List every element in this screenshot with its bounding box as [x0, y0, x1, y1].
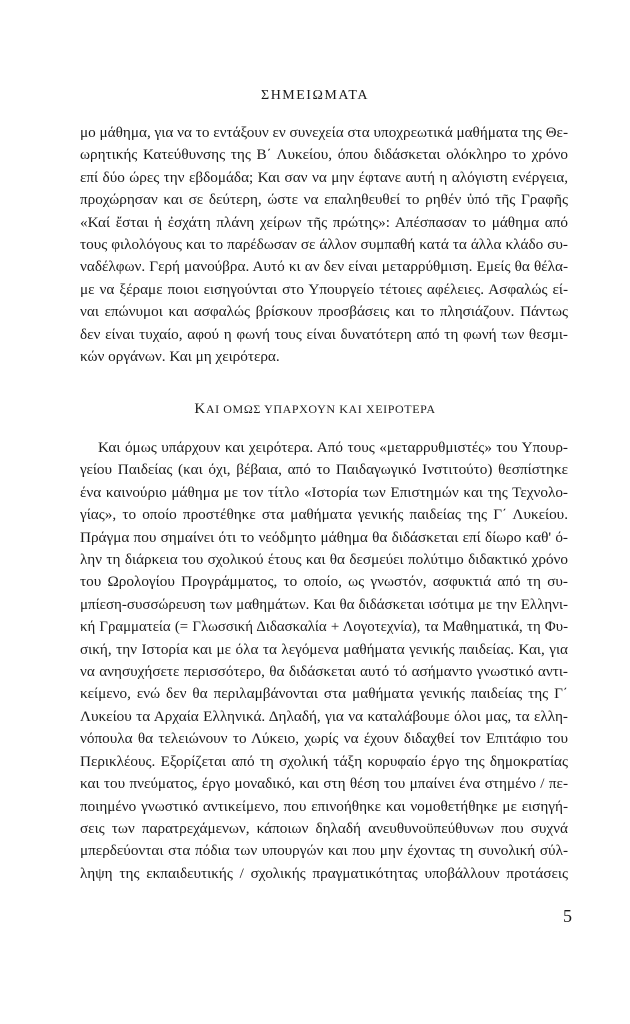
text-line: ωρητικής Κατεύθυνσης της Β΄ Λυκείου, όπου διδάσκεται ολόκληρο το χρόνο: [80, 146, 568, 164]
text-line: ναδέλφων. Γερή μανούβρα. Αυτό κι αν δεν είναι μεταρρύθμιση. Εμείς θα θέλα-: [80, 258, 568, 276]
text-line: γείου Παιδείας (και όχι, βέβαια, από το Παιδαγωγικό Ινστιτούτο) θεσπίστηκε: [80, 461, 568, 479]
text-line: Και όμως υπάρχουν και χειρότερα. Από τους «μεταρρυθμιστές» του Υπουρ-: [98, 439, 568, 456]
text-line: με να ξέραμε ποιοι εισηγούνται στο Υπουργείο τέτοιες αφέλειες. Ασφαλώς εί-: [80, 280, 568, 298]
section-heading-text: ΑΙ ΟΜΩΣ ΥΠΑΡΧΟΥΝ ΚΑΙ ΧΕΙΡΟΤΕΡΑ: [205, 402, 436, 416]
text-line: μο μάθημα, για να το εντάξουν εν συνεχεία στα υποχρεωτικά μαθήματα της Θε-: [80, 124, 568, 141]
text-line: προχώρησαν και σε δεύτερη, ώστε να επαληθευθεί το ρηθέν ὑπό τῆς Γραφῆς: [80, 191, 568, 209]
paragraph-continued: [80, 122, 568, 368]
text-line: ποιημένο γνωστικό αντικείμενο, που επινοήθηκε και νομοθετήθηκε με εισηγή-: [80, 797, 568, 815]
text-line: μπερδεύονται στα πόδια των υπουργών και που μην έχοντας τη συνολική σύλ-: [80, 842, 568, 860]
text-line: να ανησυχήσετε περισσότερο, θα διδάσκεται αυτό τό ασήμαντο γνωστικό αντι-: [80, 663, 568, 681]
text-line: λην τη διάρκεια του σχολικού έτους και θα δεσμεύει πολύτιμο διδακτικό χρόνο: [80, 551, 568, 569]
text-line: ληψη της εκπαιδευτικής / σχολικής πραγματικότητας υποβάλλουν προτάσεις: [80, 864, 568, 882]
section-heading-initial: Κ: [194, 401, 206, 417]
text-line: κή Γραμματεία (= Γλωσσική Διδασκαλία + Λογοτεχνία), τα Μαθηματικά, τη Φυ-: [80, 619, 568, 636]
text-line: Περικλέους. Εξορίζεται από τη σχολική τάξη κορυφαίο έργο της δημοκρατίας: [80, 752, 568, 770]
page-number: 5: [563, 906, 572, 926]
text-line: γίας», το οποίο προστέθηκε στα μαθήματα γενικής παιδείας της Γ΄ Λυκείου.: [80, 506, 568, 524]
text-line: δεν είναι τυχαίο, αφού η φωνή τους είναι δυνατότερη από τη φωνή των θεσμι-: [80, 325, 568, 343]
text-line: μπίεση-συσσώρευση των μαθημάτων. Και θα διδάσκεται ισότιμα με την Ελληνι-: [80, 596, 568, 613]
text-line: κείμενο, ενώ δεν θα περιλαμβάνονται στα μαθήματα γενικής παιδείας της Γ΄: [80, 685, 568, 703]
text-line: Λυκείου τα Αρχαία Ελληνικά. Δηλαδή, για να καταλάβουμε όλοι μας, τα ελλη-: [80, 707, 568, 725]
text-line: του Ωρολογίου Προγράμματος, το οποίο, ως γνωστόν, ασφυκτιά από τη συ-: [80, 573, 568, 591]
text-line: ναι επώνυμοι και ασφαλώς βρίσκουν προσβάσεις και το πλησιάζουν. Πάντως: [80, 303, 568, 321]
text-line: σεις των παρατρεχάμενων, κάποιων δηλαδή ανευθυνοϋπεύθυνων που συχνά: [80, 819, 568, 837]
section-heading: [0, 401, 630, 418]
running-head: ΣΗΜΕΙΩΜΑΤΑ: [261, 88, 369, 103]
text-line: σική, την Ιστορία και με όλα τα λεγόμενα μαθήματα γενικής παιδείας. Και, για: [80, 640, 568, 658]
text-line: νόπουλα θα τελειώνουν το Λύκειο, χωρίς να έχουν διδαχθεί τον Επιτάφιο του: [80, 730, 568, 748]
text-line: και του πνεύματος, έργο μοναδικό, και στη θέση του μπαίνει ένα στημένο / πε-: [80, 775, 568, 793]
text-line: τους φιλολόγους και το παρέδωσαν σε άλλον συμπαθή κατά τα άλλα κλάδο συ-: [80, 236, 568, 254]
paragraph-main: [80, 437, 568, 885]
text-line: «Καί ἔσται ἡ ἐσχάτη πλάνη χείρων τῆς πρώτης»: Απέσπασαν το μάθημα από: [80, 213, 568, 231]
text-line: Πράγμα που σημαίνει ότι το νεόδμητο μάθημα θα διδάσκεται επί δίωρο καθ' ό-: [80, 528, 568, 546]
text-line: κών οργάνων. Και μη χειρότερα.: [80, 348, 280, 366]
text-line: ένα καινούριο μάθημα με τον τίτλο «Ιστορία των Επιστημών και της Τεχνολο-: [80, 483, 568, 501]
text-line: επί δύο ώρες την εβδομάδα; Και σαν να μην έφτανε αυτή η αλόγιστη ενέργεια,: [80, 168, 568, 186]
